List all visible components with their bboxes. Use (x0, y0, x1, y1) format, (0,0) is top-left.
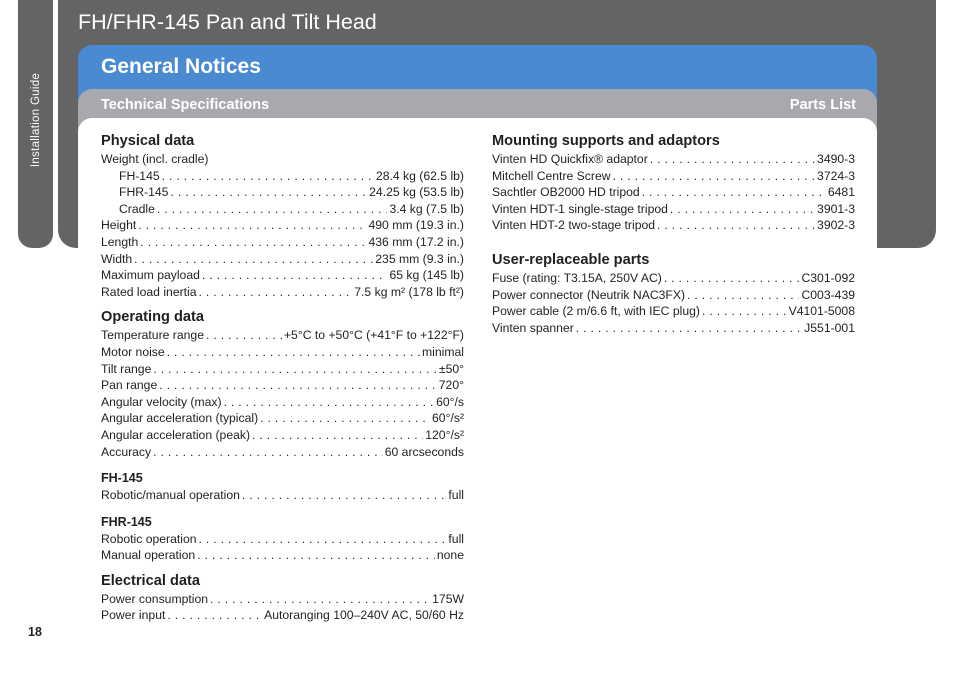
spec-label: Length (101, 234, 139, 249)
spec-value: 175W (432, 591, 464, 606)
spec-row (101, 591, 464, 608)
spec-label: Cradle (119, 201, 155, 216)
spec-label: Robotic operation (101, 531, 197, 546)
spec-label: Maximum payload (101, 268, 200, 283)
spec-label: Robotic/manual operation (101, 488, 240, 503)
spec-label: Width (101, 251, 133, 266)
spec-row (101, 267, 464, 284)
part-number: C301-092 (801, 270, 855, 285)
spec-value: 28.4 kg (62.5 lb) (375, 168, 464, 183)
part-number: 6481 (827, 185, 855, 200)
spec-label: Power input (101, 608, 166, 623)
fh145-heading: FH-145 (101, 471, 143, 486)
part-row (492, 320, 855, 337)
spec-row (101, 184, 464, 201)
mounting-heading: Mounting supports and adaptors (492, 133, 720, 149)
spec-row (101, 327, 464, 344)
spec-row (101, 547, 464, 564)
part-number: C003-439 (801, 287, 855, 302)
spec-label: Motor noise (101, 344, 165, 359)
spec-value: +5°C to +50°C (+41°F to +122°F) (283, 328, 464, 343)
spec-value: Autoranging 100–240V AC, 50/60 Hz (264, 608, 464, 623)
operating-data-section (101, 309, 464, 460)
spec-label: Temperature range (101, 328, 204, 343)
page-number: 18 (28, 625, 42, 639)
fhr145-heading: FHR-145 (101, 514, 152, 529)
spec-row (101, 394, 464, 411)
part-label: Vinten HDT-2 two-stage tripod (492, 218, 656, 233)
electrical-data-heading: Electrical data (101, 572, 200, 589)
part-label: Vinten HD Quickfix® adaptor (492, 152, 648, 166)
spec-value: 720° (438, 378, 464, 393)
spec-value: 3.4 kg (7.5 lb) (389, 201, 464, 216)
spec-value: 60°/s² (432, 411, 464, 426)
spec-row (101, 444, 464, 461)
replaceable-parts-heading: User-replaceable parts (492, 251, 650, 268)
spec-label: Angular velocity (max) (101, 394, 222, 409)
fhr145-section (101, 514, 464, 564)
side-label: Installation Guide (30, 72, 42, 168)
spec-value: 120°/s² (425, 427, 464, 442)
section-title: General Notices (101, 55, 261, 78)
physical-data-heading: Physical data (101, 133, 195, 149)
spec-value: 65 kg (145 lb) (389, 268, 464, 283)
spec-row (101, 168, 464, 185)
spec-row (101, 284, 464, 301)
parts-list-column (492, 133, 855, 345)
spec-value: full (448, 488, 464, 503)
part-row (492, 184, 855, 201)
spec-label: Angular acceleration (peak) (101, 427, 251, 442)
part-label: Mitchell Centre Screw (492, 168, 611, 183)
part-row (492, 201, 855, 218)
part-number: 3490-3 (817, 152, 855, 166)
spec-row (101, 607, 464, 624)
mounting-section (492, 133, 855, 234)
spec-value: 490 mm (19.3 in.) (368, 218, 464, 233)
part-row (492, 270, 855, 287)
spec-label: Rated load inertia (101, 284, 197, 299)
spec-label: Accuracy (101, 444, 152, 459)
spec-row (101, 234, 464, 251)
spec-label: FHR-145 (119, 185, 169, 200)
spec-label: Pan range (101, 378, 158, 393)
part-label: Fuse (rating: T3.15A, 250V AC) (492, 270, 662, 285)
electrical-data-section (101, 573, 464, 624)
spec-value: full (448, 531, 464, 546)
subsection-technical-specifications: Technical Specifications (101, 97, 270, 113)
spec-value: 436 mm (17.2 in.) (368, 234, 464, 249)
part-number: 3902-3 (817, 218, 855, 233)
spec-value: 24.25 kg (53.5 lb) (369, 185, 464, 200)
subsection-parts-list: Parts List (789, 97, 856, 113)
spec-value: 60°/s (436, 394, 464, 409)
spec-row (101, 251, 464, 268)
document-title: FH/FHR-145 Pan and Tilt Head (78, 10, 377, 34)
part-label: Power cable (2 m/6.6 ft, with IEC plug) (492, 304, 700, 319)
spec-value: none (436, 548, 464, 563)
part-label: Power connector (Neutrik NAC3FX) (492, 287, 686, 302)
spec-row (101, 361, 464, 378)
part-label: Vinten spanner (492, 320, 574, 335)
part-number: J551-001 (804, 320, 855, 335)
spec-label: Tilt range (101, 361, 152, 376)
part-number: 3724-3 (817, 168, 855, 183)
weight-label: Weight (incl. cradle) (101, 152, 209, 166)
part-number: V4101-5008 (788, 304, 855, 319)
part-label: Sachtler OB2000 HD tripod (492, 185, 640, 200)
spec-label: Manual operation (101, 548, 196, 563)
spec-row (101, 427, 464, 444)
spec-label: Height (101, 218, 137, 233)
part-label: Vinten HDT-1 single-stage tripod (492, 201, 668, 216)
spec-value: ±50° (438, 361, 464, 376)
technical-specifications-column (101, 133, 464, 633)
part-row (492, 217, 855, 234)
spec-row (101, 217, 464, 234)
spec-value: 7.5 kg m² (178 lb ft²) (354, 284, 464, 299)
spec-row (101, 531, 464, 548)
replaceable-parts-section (492, 252, 855, 336)
spec-label: Power consumption (101, 591, 209, 606)
spec-value: 60 arcseconds (384, 444, 464, 459)
spec-label: FH-145 (119, 168, 160, 183)
part-row (492, 303, 855, 320)
spec-label: Angular acceleration (typical) (101, 411, 259, 426)
part-row (492, 287, 855, 304)
spec-row (101, 410, 464, 427)
physical-data-section (101, 133, 464, 300)
operating-data-heading: Operating data (101, 309, 204, 326)
spec-value: minimal (422, 344, 464, 359)
spec-value: 235 mm (9.3 in.) (375, 251, 464, 266)
part-row (492, 151, 855, 168)
spec-row (101, 487, 464, 504)
spec-row (101, 344, 464, 361)
spec-row (101, 201, 464, 218)
fh145-section (101, 470, 464, 504)
part-number: 3901-3 (817, 201, 855, 216)
spec-row (101, 377, 464, 394)
part-row (492, 168, 855, 185)
